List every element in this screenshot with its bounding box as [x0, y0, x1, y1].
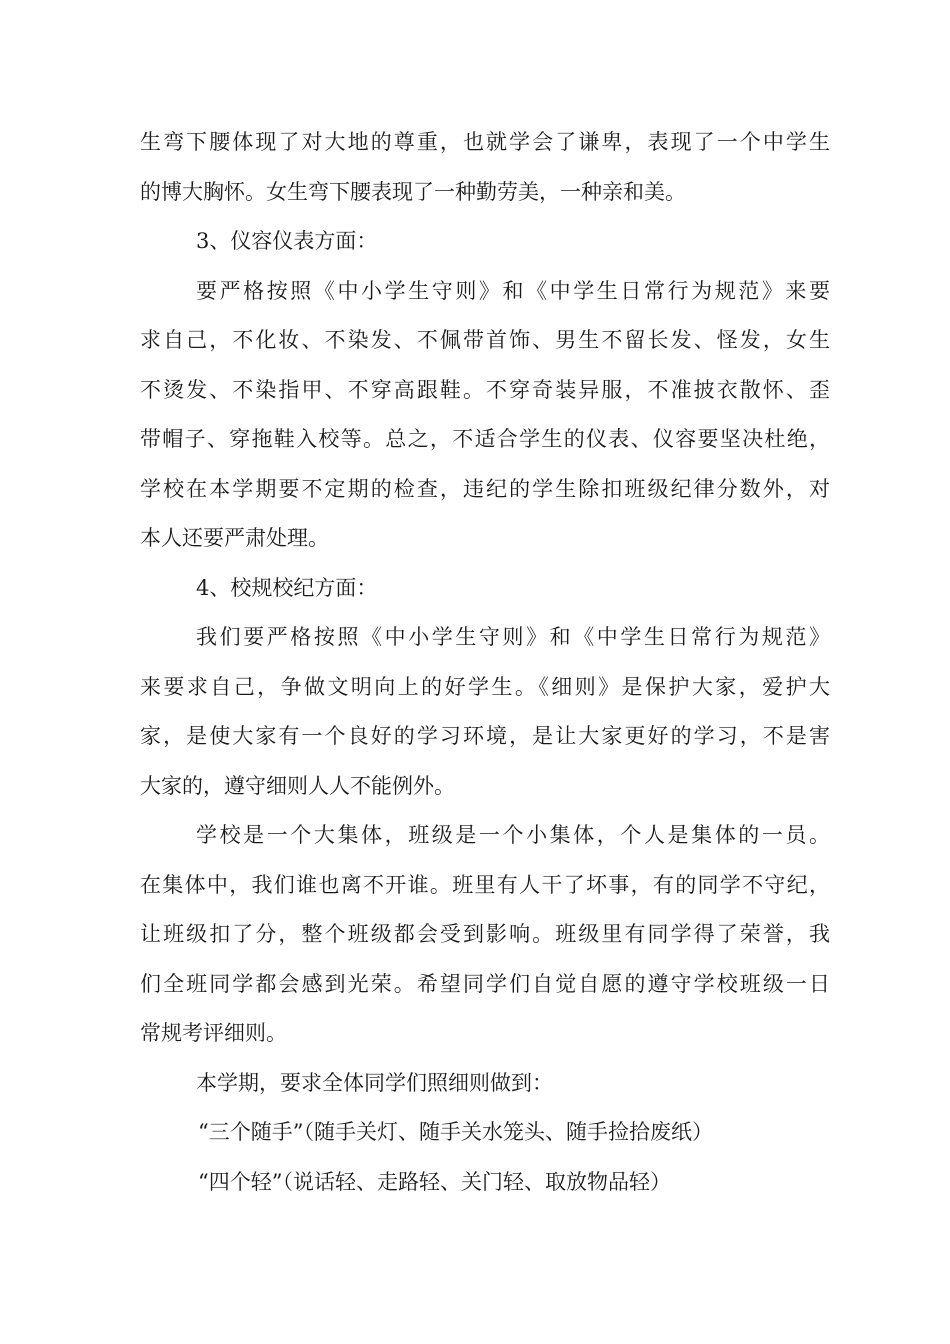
section-heading: 4、校规校纪方面：	[196, 575, 378, 600]
paragraph-line: 在集体中，我们谁也离不开谁。班里有人干了坏事，有的同学不守纪，	[140, 872, 830, 897]
section-heading: 3、仪容仪表方面：	[196, 229, 378, 253]
paragraph-line: 大家的，遵守细则人人不能例外。	[140, 773, 455, 798]
paragraph-line: 让班级扣了分，整个班级都会受到影响。班级里有同学得了荣誉，我	[140, 922, 830, 946]
paragraph-line: 带帽子、穿拖鞋入校等。总之，不适合学生的仪表、仪容要坚决杜绝，	[140, 427, 830, 451]
paragraph-line: 本学期，要求全体同学们照细则做到：	[196, 1070, 553, 1095]
paragraph-line: 求自己，不化妆、不染发、不佩带首饰、男生不留长发、怪发，女生	[140, 328, 830, 352]
paragraph-line: 生弯下腰体现了对大地的尊重，也就学会了谦卑，表现了一个中学生	[140, 130, 830, 154]
list-item: “四个轻”（说话轻、走路轻、关门轻、取放物品轻）	[198, 1169, 671, 1194]
paragraph-line: 要严格按照《中小学生守则》和《中学生日常行为规范》来要	[196, 278, 830, 303]
paragraph-line: 的博大胸怀。女生弯下腰表现了一种勤劳美，一种亲和美。	[140, 179, 686, 204]
document-body	[140, 118, 830, 1207]
paragraph-line: 家，是使大家有一个良好的学习环境，是让大家更好的学习，不是害	[140, 724, 830, 748]
paragraph-line: 我们要严格按照《中小学生守则》和《中学生日常行为规范》	[196, 625, 830, 649]
paragraph-line: 不烫发、不染指甲、不穿高跟鞋。不穿奇装异服，不准披衣散怀、歪	[140, 377, 830, 402]
paragraph-line: 学校是一个大集体，班级是一个小集体，个人是集体的一员。	[196, 823, 830, 847]
list-item: “三个随手”（随手关灯、随手关水笼头、随手捡拾废纸）	[198, 1120, 713, 1144]
paragraph-line: 们全班同学都会感到光荣。希望同学们自觉自愿的遵守学校班级一日	[140, 971, 830, 996]
paragraph-line: 本人还要严肃处理。	[140, 526, 329, 550]
paragraph-line: 来要求自己，争做文明向上的好学生。《细则》是保护大家，爱护大	[140, 674, 830, 699]
paragraph-line: 学校在本学期要不定期的检查，违纪的学生除扣班级纪律分数外，对	[140, 476, 830, 501]
paragraph-line: 常规考评细则。	[140, 1021, 287, 1045]
